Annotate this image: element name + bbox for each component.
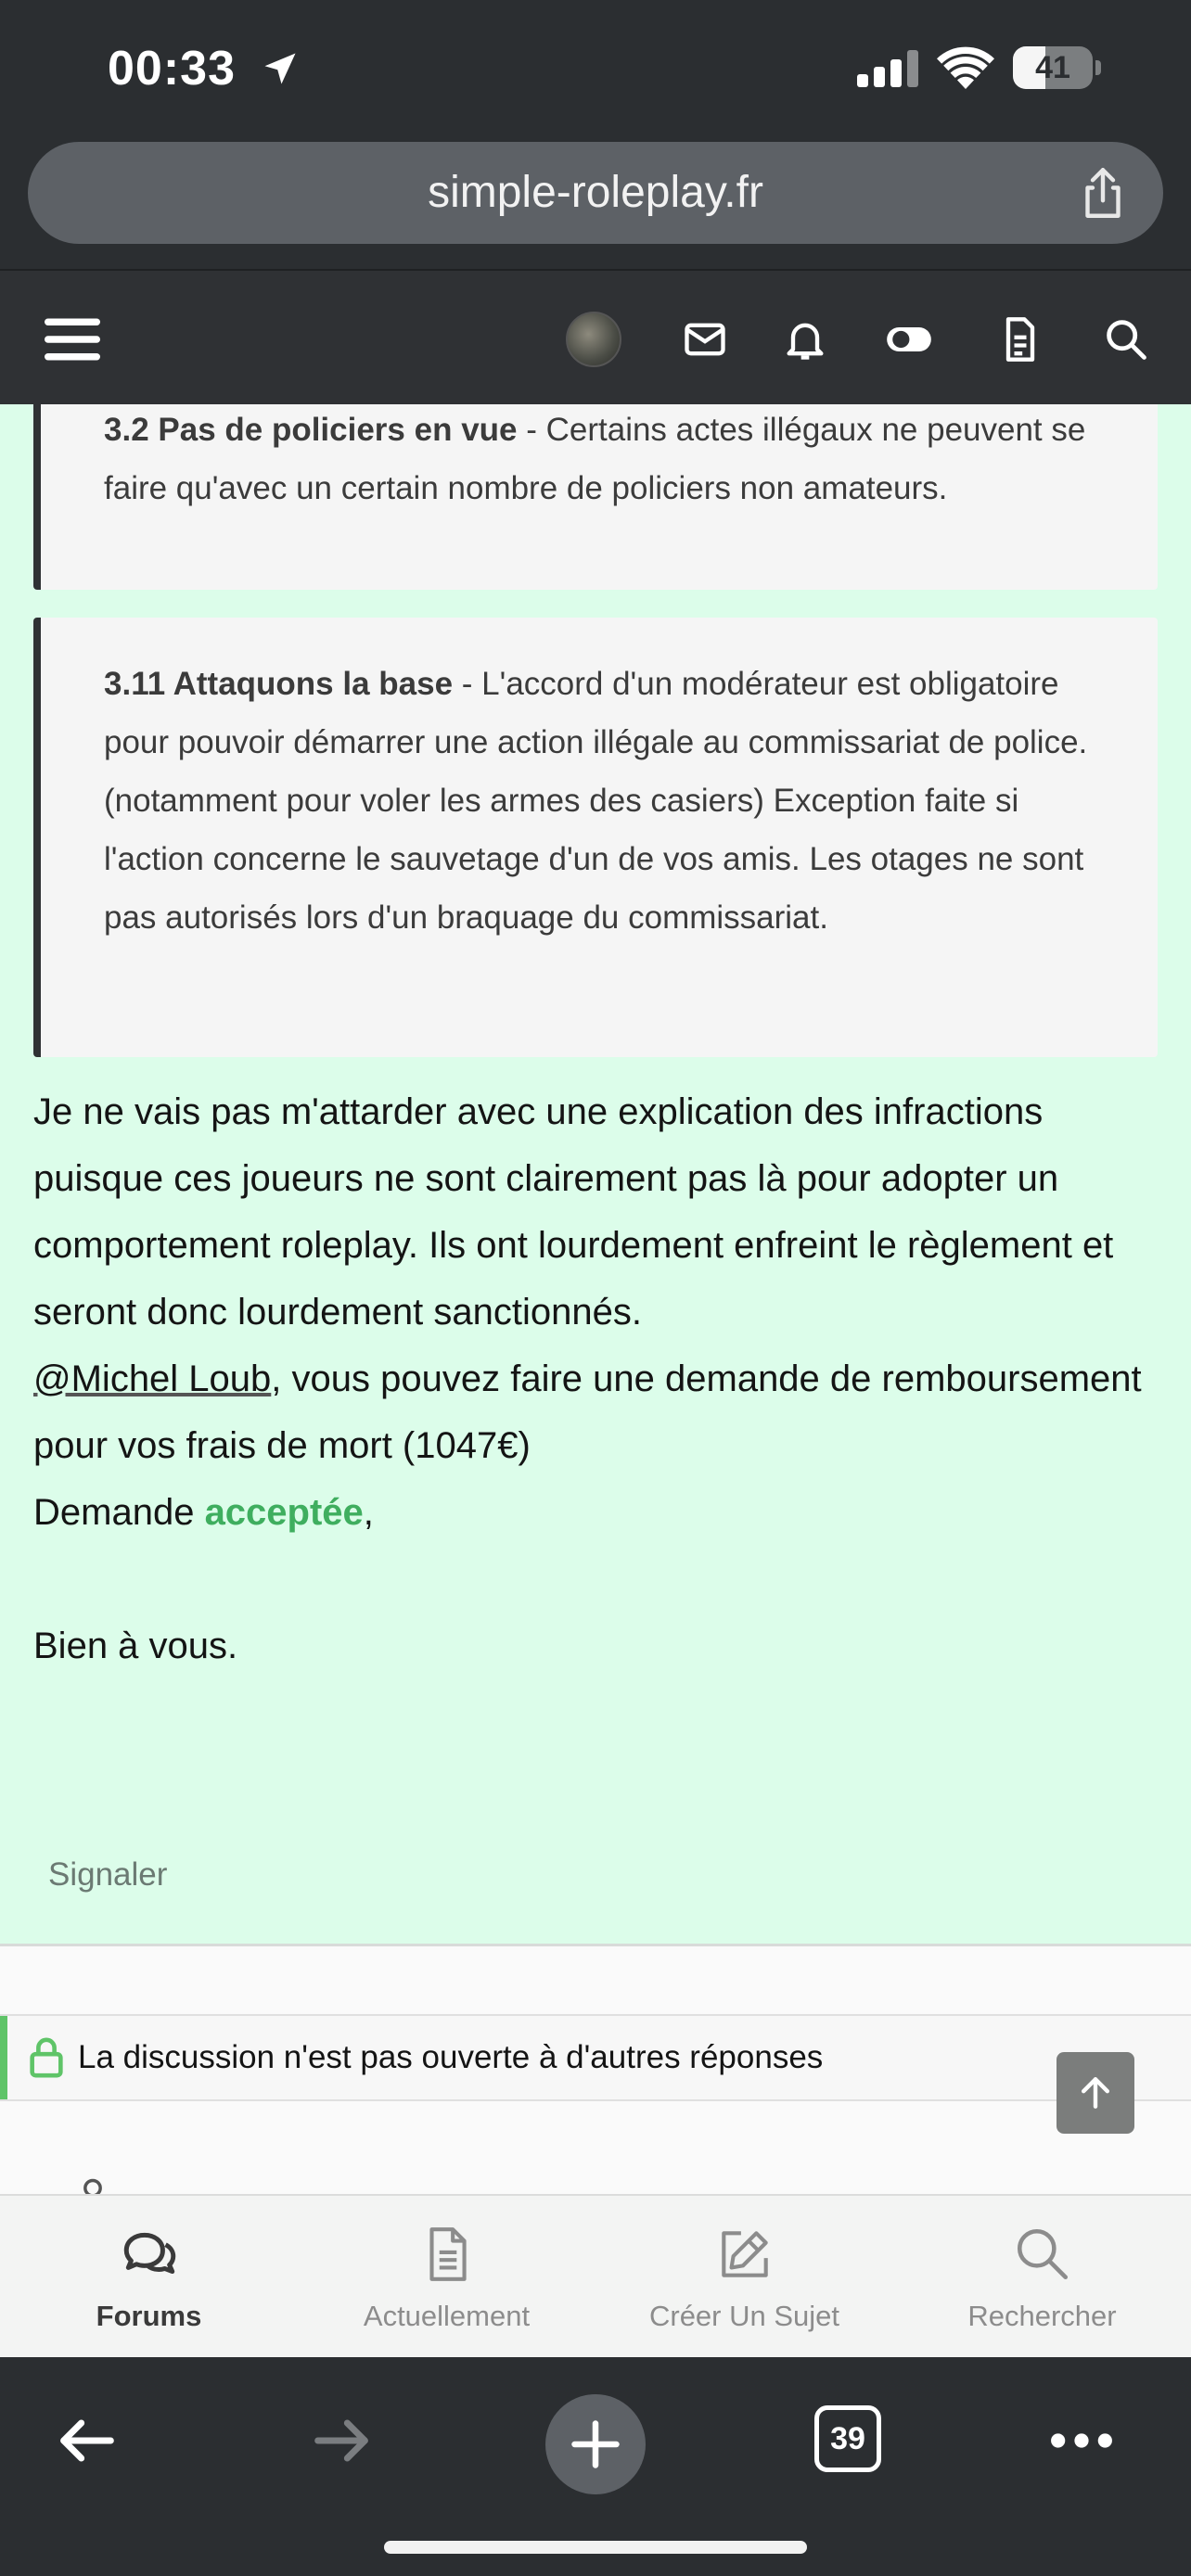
decision-suffix: ,	[363, 1492, 374, 1533]
url-text: simple-roleplay.fr	[428, 168, 763, 217]
toggle-theme-icon[interactable]	[885, 315, 933, 363]
mail-icon[interactable]	[681, 315, 729, 363]
post-paragraph	[33, 1345, 1174, 1479]
user-mention-link[interactable]: @Michel Loub	[33, 1358, 272, 1399]
edit-icon	[714, 2224, 775, 2285]
rule-title: 3.11 Attaquons la base	[104, 666, 454, 702]
rule-quote	[33, 618, 1158, 1057]
search-icon	[1012, 2224, 1073, 2285]
report-link[interactable]: Signaler	[48, 1856, 168, 1893]
new-tab-button[interactable]	[545, 2394, 646, 2494]
plus-icon	[568, 2417, 623, 2472]
rule-title: 3.2 Pas de policiers en vue	[104, 412, 518, 448]
nav-forums[interactable]	[0, 2196, 298, 2359]
locked-notice-text: La discussion n'est pas ouverte à d'autres réponses	[78, 2039, 824, 2075]
rule-text: - L'accord d'un modérateur est obligatoire pour pouvoir démarrer une action illégale au commissariat de police. (notamment pour voler les armes des casiers) Exception faite si l'action concerne le sauvetage d'un de vos amis. Les otages ne sont pas autorisés lors d'un braquage du commissariat.	[104, 666, 1088, 936]
post-content	[0, 404, 1191, 1944]
signoff: Bien à vous.	[33, 1626, 238, 1666]
more-options-icon[interactable]	[1046, 2405, 1117, 2476]
forward-arrow-icon[interactable]	[306, 2405, 377, 2476]
nav-label: Créer Un Sujet	[648, 2300, 840, 2332]
wifi-icon	[937, 46, 994, 89]
post-paragraph: Je ne vais pas m'attarder avec une explication des infractions puisque ces joueurs ne sont clairement pas là pour adopter un comportement roleplay. Ils ont lourdement enfreint le règlement et seront donc lourdement sanctionnés.	[33, 1091, 1114, 1333]
cellular-signal-icon	[857, 50, 918, 87]
mention-text: , vous pouvez faire une demande de remboursement pour vos frais de mort (1047€)	[33, 1358, 1142, 1466]
forum-bottom-nav	[0, 2194, 1191, 2357]
decision-prefix: Demande	[33, 1492, 205, 1533]
avatar[interactable]	[566, 312, 621, 367]
scroll-to-top-button[interactable]	[1057, 2052, 1134, 2134]
menu-icon[interactable]	[45, 313, 100, 365]
site-header	[0, 269, 1191, 404]
decision-status: acceptée	[204, 1492, 364, 1533]
ios-top-chrome	[0, 0, 1191, 269]
nav-creer-un-sujet[interactable]	[596, 2196, 893, 2359]
nav-label: Forums	[96, 2300, 202, 2332]
status-time: 00:33	[108, 42, 236, 96]
nav-label: Rechercher	[967, 2300, 1117, 2332]
battery-level: 41	[1035, 50, 1070, 85]
search-icon[interactable]	[1102, 315, 1150, 363]
nav-label: Actuellement	[363, 2300, 531, 2332]
document-icon	[416, 2224, 478, 2285]
nav-actuellement[interactable]	[298, 2196, 596, 2359]
post-divider	[0, 1944, 1191, 2018]
location-arrow-icon	[260, 48, 301, 89]
rule-quote	[33, 404, 1158, 590]
lock-icon	[28, 2036, 65, 2079]
bell-icon[interactable]	[781, 315, 829, 363]
next-section-peek	[0, 2101, 1191, 2194]
nav-rechercher[interactable]	[893, 2196, 1191, 2359]
url-bar[interactable]	[28, 142, 1163, 244]
tabs-button[interactable]: 39	[814, 2405, 881, 2472]
battery-icon	[1013, 46, 1102, 89]
decision-line	[33, 1479, 1174, 1546]
home-indicator	[384, 2541, 807, 2554]
thread-locked-notice	[0, 2014, 1191, 2101]
back-arrow-icon[interactable]	[52, 2405, 122, 2476]
rule-text: - Certains actes illégaux ne peuvent se faire qu'avec un certain nombre de policiers non amateurs.	[104, 412, 1086, 506]
share-icon[interactable]	[1072, 162, 1133, 223]
arrow-up-icon	[1075, 2072, 1116, 2113]
document-icon[interactable]	[996, 315, 1044, 363]
forums-icon	[119, 2224, 180, 2285]
